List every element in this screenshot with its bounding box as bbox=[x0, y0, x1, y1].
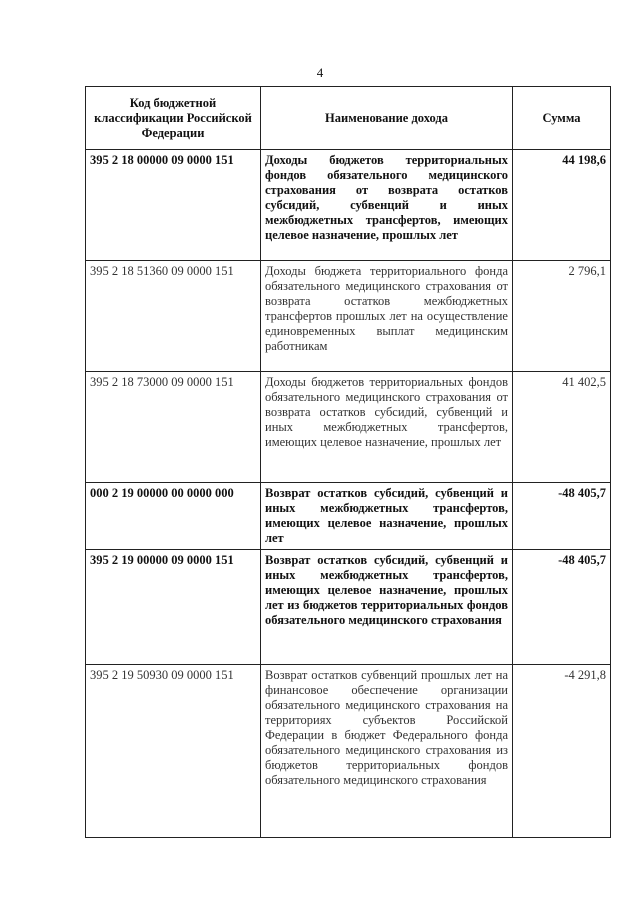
row-sum: -48 405,7 bbox=[513, 550, 611, 665]
row-sum: -48 405,7 bbox=[513, 483, 611, 550]
table-row bbox=[86, 483, 611, 550]
row-code: 395 2 18 73000 09 0000 151 bbox=[86, 372, 261, 483]
page-number: 4 bbox=[316, 65, 324, 80]
row-name: Доходы бюджетов территориальных фондов обязательного медицинского страхования от возврата остатков субсидий, субвенций и иных межбюджетных трансфертов, имеющих целевое назначение, прошлых лет bbox=[261, 372, 513, 483]
row-sum: 44 198,6 bbox=[513, 150, 611, 261]
row-name: Доходы бюджета территориального фонда обязательного медицинского страхования от возврата остатков межбюджетных трансфертов прошлых лет на осуществление единовременных выплат медицинским работникам bbox=[261, 261, 513, 372]
header-name: Наименование дохода bbox=[261, 87, 513, 150]
row-code: 395 2 18 00000 09 0000 151 bbox=[86, 150, 261, 261]
row-name: Возврат остатков субсидий, субвенций и иных межбюджетных трансфертов, имеющих целевое назначение, прошлых лет из бюджетов территориальных фондов обязательного медицинского страхования bbox=[261, 550, 513, 665]
row-name: Возврат остатков субсидий, субвенций и иных межбюджетных трансфертов, имеющих целевое назначение, прошлых лет bbox=[261, 483, 513, 550]
table-row bbox=[86, 665, 611, 838]
row-name: Возврат остатков субвенций прошлых лет на финансовое обеспечение организации обязательного медицинского страхования на территориях субъектов Российской Федерации в бюджет Федерального фонда обязательного медицинского страхования из бюджетов территориальных фондов обязательного медицинского страхования bbox=[261, 665, 513, 838]
row-code: 000 2 19 00000 00 0000 000 bbox=[86, 483, 261, 550]
budget-revenue-table bbox=[85, 86, 611, 838]
row-name: Доходы бюджетов территориальных фондов обязательного медицинского страхования от возврата остатков субсидий, субвенций и иных межбюджетных трансфертов, имеющих целевое назначение, прошлых лет bbox=[261, 150, 513, 261]
row-sum: -4 291,8 bbox=[513, 665, 611, 838]
row-code: 395 2 19 50930 09 0000 151 bbox=[86, 665, 261, 838]
table-header-row bbox=[86, 87, 611, 150]
table-row bbox=[86, 372, 611, 483]
row-code: 395 2 19 00000 09 0000 151 bbox=[86, 550, 261, 665]
header-sum: Сумма bbox=[513, 87, 611, 150]
row-code: 395 2 18 51360 09 0000 151 bbox=[86, 261, 261, 372]
table-row bbox=[86, 150, 611, 261]
table-row bbox=[86, 550, 611, 665]
header-code: Код бюджетной классификации Российской Федерации bbox=[86, 87, 261, 150]
table-row bbox=[86, 261, 611, 372]
row-sum: 2 796,1 bbox=[513, 261, 611, 372]
row-sum: 41 402,5 bbox=[513, 372, 611, 483]
